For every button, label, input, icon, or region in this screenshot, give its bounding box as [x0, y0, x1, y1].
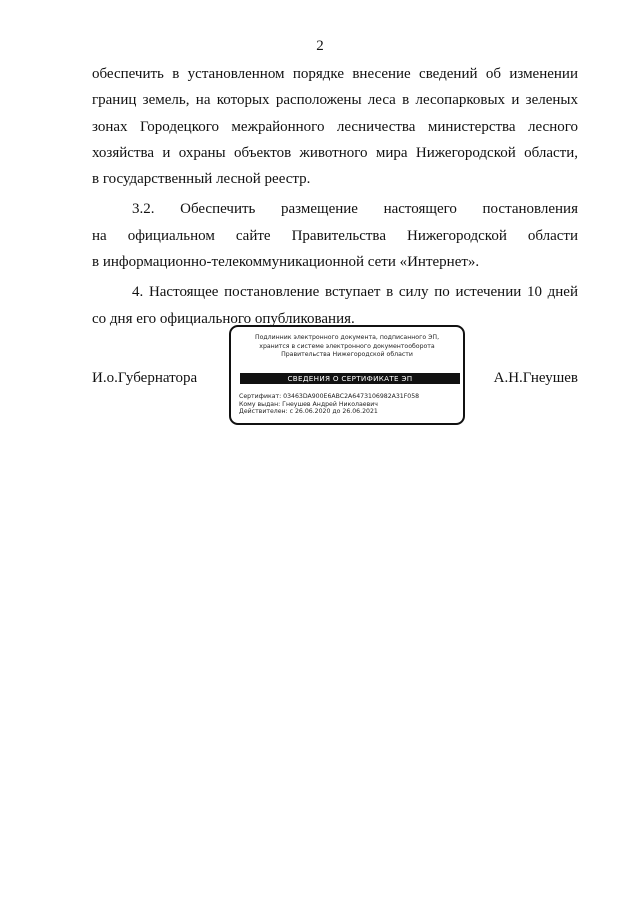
document-body	[92, 61, 578, 332]
certificate-validity: Действителен: с 26.06.2020 до 26.06.2021	[239, 408, 378, 416]
certificate-number: Сертификат: 03463DA900E6ABC2A6473106982A31F058	[239, 393, 420, 400]
text-line: границ земель, на которых расположены леса в лесопарковых и зеленых	[92, 92, 578, 109]
text-line: в государственный лесной реестр.	[92, 171, 311, 188]
text-line: 4. Настоящее постановление вступает в силу по истечении 10 дней	[132, 284, 578, 301]
page-number: 2	[316, 38, 324, 54]
stamp-title: СВЕДЕНИЯ О СЕРТИФИКАТЕ ЭП	[240, 373, 460, 384]
text-line: зонах Городецкого межрайонного лесничества министерства лесного	[92, 118, 578, 135]
stamp-header	[231, 334, 463, 360]
text-line: в информационно-телекоммуникационной сети «Интернет».	[92, 254, 480, 271]
text-line: 3.2. Обеспечить размещение настоящего постановления	[132, 201, 578, 218]
stamp-header-line: хранится в системе электронного документооборота	[259, 342, 435, 350]
stamp-header-line: Подлинник электронного документа, подписанного ЭП,	[254, 334, 440, 341]
text-line: со дня его официального опубликования.	[92, 310, 355, 327]
text-line: обеспечить в установленном порядке внесение сведений об изменении	[92, 66, 578, 82]
stamp-certificate-info	[239, 393, 419, 416]
paragraph-continuation	[92, 61, 578, 192]
paragraph-3-2	[92, 196, 578, 275]
signatory-position: И.о.Губернатора	[92, 370, 198, 386]
electronic-signature-stamp	[229, 325, 465, 425]
certificate-owner: Кому выдан: Гнеушев Андрей Николаевич	[239, 400, 378, 408]
text-line: на официальном сайте Правительства Нижегородской области	[92, 227, 578, 244]
text-line: хозяйства и охраны объектов животного мира Нижегородской области,	[92, 144, 578, 161]
stamp-header-line: Правительства Нижегородской области	[281, 351, 413, 359]
signatory-name: А.Н.Гнеушев	[493, 370, 578, 386]
